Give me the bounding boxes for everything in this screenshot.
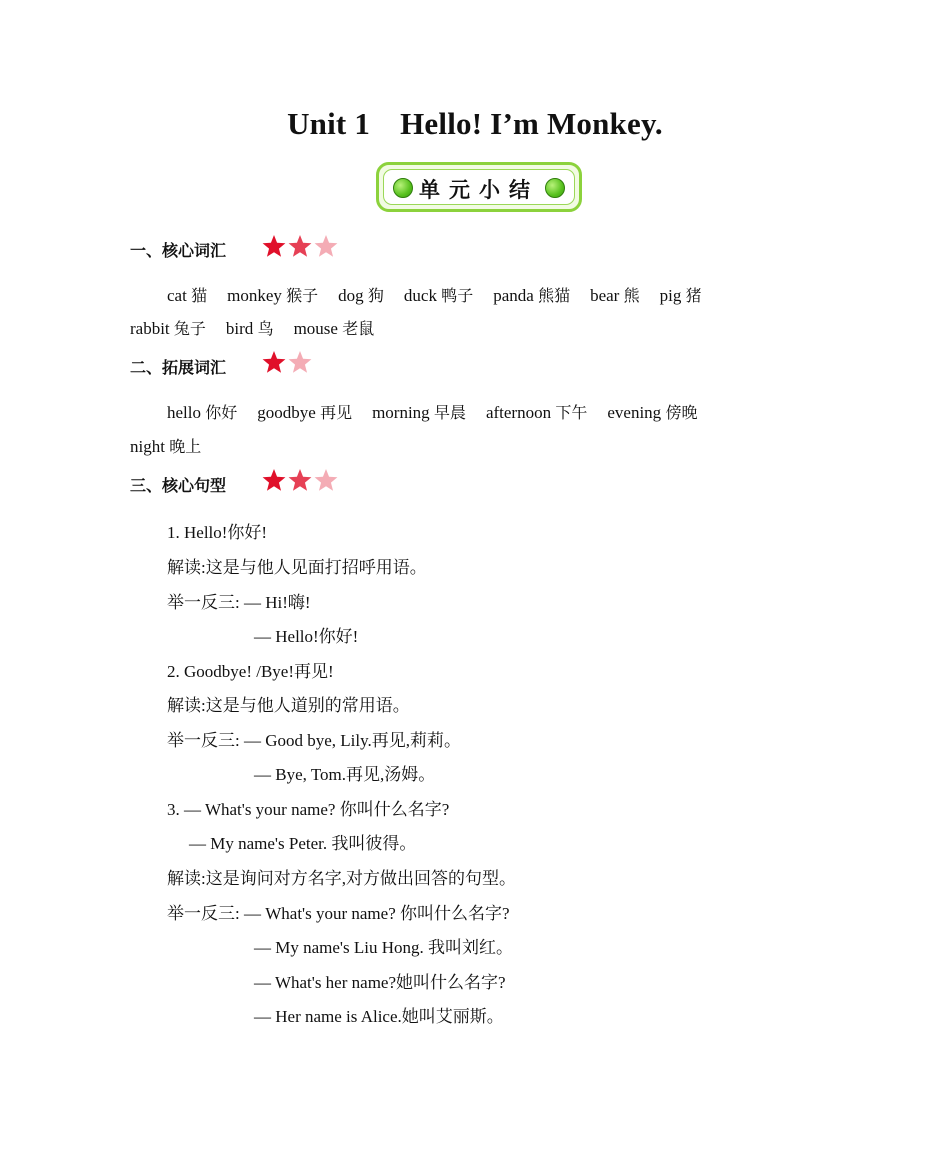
core-vocab-row-2 (130, 316, 394, 339)
vocab-english: dog (338, 286, 368, 305)
difficulty-stars (262, 350, 344, 376)
vocab-chinese: 老鼠 (342, 319, 375, 338)
vocab-chinese: 晚上 (169, 437, 202, 456)
ext-vocab-row-1 (167, 400, 717, 423)
vocab-english: bird (225, 319, 258, 338)
vocab-item (167, 286, 207, 305)
ext-vocab-row-2 (130, 434, 221, 457)
vocab-item (294, 319, 375, 338)
vocab-chinese: 鸟 (257, 319, 274, 338)
vocab-item (607, 403, 697, 422)
vocab-english: rabbit (130, 319, 174, 338)
vocab-item (257, 403, 352, 422)
vocab-english: afternoon (485, 403, 556, 422)
star-icon (263, 235, 286, 257)
vocab-english: mouse (293, 319, 343, 338)
vocab-chinese: 兔子 (173, 319, 206, 338)
sentence-3: 3. — What's your name? 你叫什么名字? (167, 800, 450, 819)
vocab-chinese: 早晨 (433, 403, 466, 422)
star-icon (263, 469, 286, 491)
star-icon (289, 469, 312, 491)
section-heading-core-sentences: 三、核心句型 (130, 476, 227, 495)
vocab-english: monkey (227, 286, 287, 305)
vocab-english: hello (167, 403, 206, 422)
sentence-2-note: 解读:这是与他人道别的常用语。 (167, 696, 410, 715)
sentence-2-example-1: 举一反三: — Good bye, Lily.再见,莉莉。 (167, 731, 462, 750)
page-title (0, 106, 950, 142)
vocab-item (338, 286, 384, 305)
vocab-english: panda (493, 286, 539, 305)
sentence-3-example-2: — My name's Liu Hong. 我叫刘红。 (254, 938, 513, 957)
vocab-chinese: 狗 (367, 286, 384, 305)
section-heading-ext-vocab: 二、拓展词汇 (130, 358, 227, 377)
vocab-chinese: 鸭子 (441, 286, 474, 305)
vocab-item (167, 403, 237, 422)
star-icon (315, 235, 338, 257)
section-heading-core-vocab: 一、核心词汇 (130, 241, 227, 260)
vocab-item (130, 319, 206, 338)
vocab-item (590, 286, 640, 305)
vocab-english: duck (403, 286, 442, 305)
vocab-english: goodbye (257, 403, 321, 422)
vocab-chinese: 你好 (205, 403, 238, 422)
core-vocab-row-1 (167, 283, 722, 306)
unit-number: Unit 1 (287, 106, 371, 141)
vocab-item (486, 403, 587, 422)
vocab-chinese: 猪 (685, 286, 702, 305)
unit-title: Hello! I’m Monkey. (400, 106, 663, 141)
star-icon (289, 351, 312, 373)
vocab-item (226, 319, 274, 338)
sentence-1: 1. Hello!你好! (167, 523, 268, 542)
sentence-3-example-3: — What's her name?她叫什么名字? (254, 973, 506, 992)
vocab-chinese: 熊猫 (538, 286, 571, 305)
star-icon (289, 235, 312, 257)
vocab-chinese: 再见 (320, 403, 353, 422)
badge-label: 单元小结 (419, 178, 539, 202)
sentence-3-example-4: — Her name is Alice.她叫艾丽斯。 (254, 1007, 504, 1026)
sentence-3-answer: — My name's Peter. 我叫彼得。 (189, 834, 417, 853)
sentence-3-example-1: 举一反三: — What's your name? 你叫什么名字? (167, 904, 510, 923)
difficulty-stars (262, 468, 344, 494)
star-icon (315, 469, 338, 491)
vocab-chinese: 猫 (191, 286, 208, 305)
sentence-1-example-1: 举一反三: — Hi!嗨! (167, 593, 311, 612)
vocab-english: night (130, 437, 170, 456)
vocab-chinese: 熊 (623, 286, 640, 305)
unit-summary-badge (376, 162, 582, 212)
vocab-item (404, 286, 473, 305)
vocab-english: morning (372, 403, 434, 422)
vocab-chinese: 傍晚 (665, 403, 698, 422)
sentence-2-example-2: — Bye, Tom.再见,汤姆。 (254, 765, 436, 784)
sentence-1-example-2: — Hello!你好! (254, 627, 359, 646)
sentence-3-note: 解读:这是询问对方名字,对方做出回答的句型。 (167, 869, 516, 888)
vocab-english: pig (659, 286, 686, 305)
star-icon (263, 351, 286, 373)
vocab-item (227, 286, 318, 305)
difficulty-stars (262, 234, 344, 260)
vocab-english: cat (167, 286, 192, 305)
sentence-1-note: 解读:这是与他人见面打招呼用语。 (167, 558, 427, 577)
vocab-chinese: 下午 (555, 403, 588, 422)
vocab-item (372, 403, 466, 422)
vocab-item (660, 286, 702, 305)
vocab-english: evening (607, 403, 666, 422)
vocab-chinese: 猴子 (286, 286, 319, 305)
sentence-2: 2. Goodbye! /Bye!再见! (167, 662, 334, 681)
vocab-item (130, 437, 201, 456)
vocab-item (493, 286, 570, 305)
vocab-english: bear (590, 286, 624, 305)
